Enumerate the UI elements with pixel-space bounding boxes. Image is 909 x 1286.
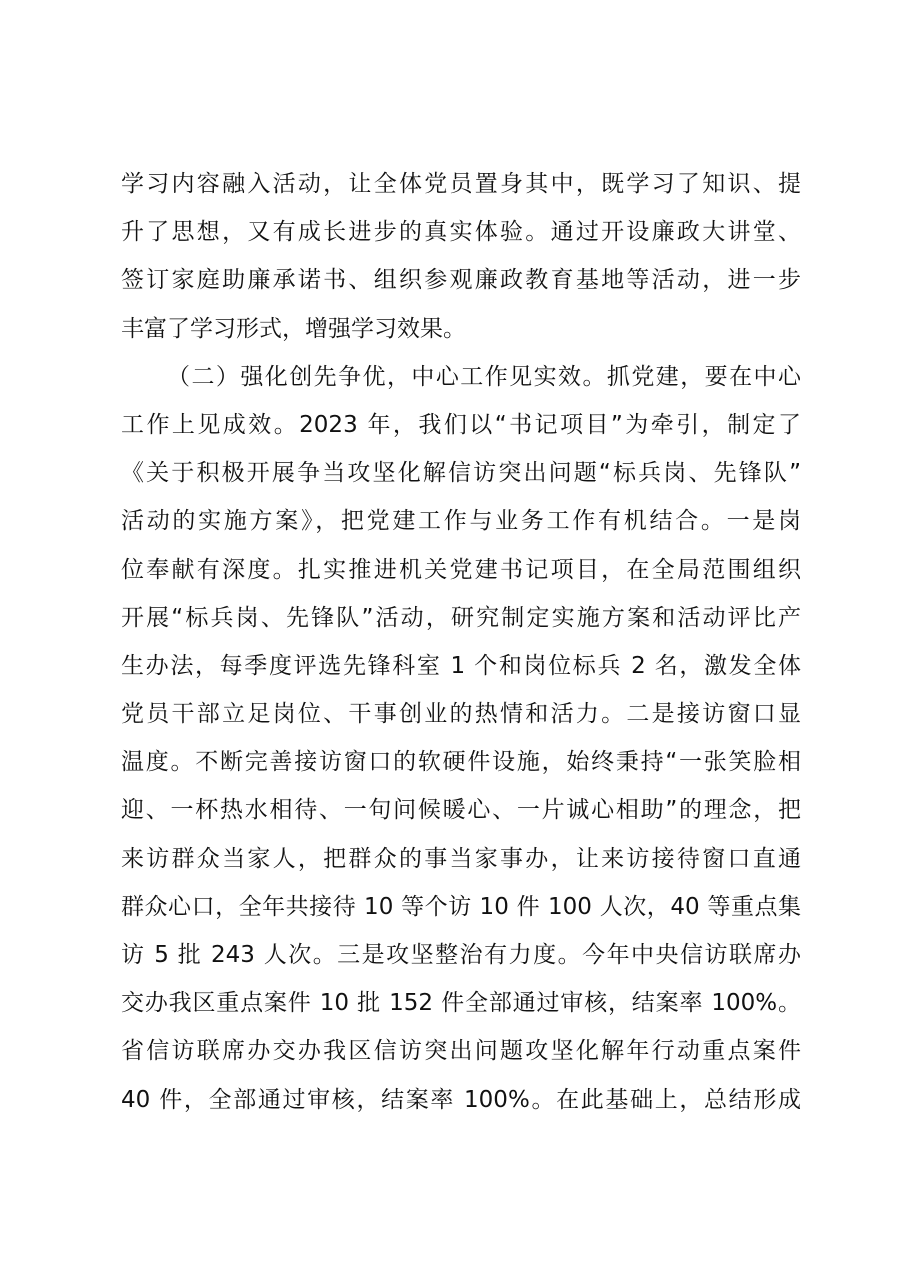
text-line-1: 学习内容融入活动，让全体党员置身其中，既学习了知识、提 bbox=[121, 171, 801, 197]
text-line-7: 《关于积极开展争当攻坚化解信访突出问题“标兵岗、先锋队” bbox=[121, 460, 801, 487]
text-line-13: 温度。不断完善接访窗口的软硬件设施，始终秉持“一张笑脸相 bbox=[121, 749, 801, 776]
text-line-12: 党员干部立足岗位、干事创业的热情和活力。二是接访窗口显 bbox=[121, 701, 801, 728]
text-line-11: 生办法，每季度评选先锋科室 1 个和岗位标兵 2 名，激发全体 bbox=[121, 652, 801, 679]
text-line-15: 来访群众当家人，把群众的事当家事办，让来访接待窗口直通 bbox=[121, 845, 801, 872]
text-line-4: 丰富了学习形式，增强学习效果。 bbox=[121, 315, 466, 342]
text-line-9: 位奉献有深度。扎实推进机关党建书记项目，在全局范围组织 bbox=[121, 556, 801, 583]
text-line-19: 省信访联席办交办我区信访突出问题攻坚化解年行动重点案件 bbox=[121, 1038, 801, 1065]
text-line-3: 签订家庭助廉承诺书、组织参观廉政教育基地等活动，进一步 bbox=[121, 267, 801, 294]
text-line-6: 工作上见成效。2023 年，我们以“书记项目”为牵引，制定了 bbox=[121, 411, 801, 438]
text-line-14: 迎、一杯热水相待、一句问候暖心、一片诚心相助”的理念，把 bbox=[121, 797, 801, 824]
text-line-20: 40 件，全部通过审核，结案率 100%。在此基础上，总结形成 bbox=[121, 1086, 801, 1113]
text-line-17: 访 5 批 243 人次。三是攻坚整治有力度。今年中央信访联席办 bbox=[121, 942, 801, 968]
body-text bbox=[121, 160, 801, 1124]
text-line-16: 群众心口，全年共接待 10 等个访 10 件 100 人次，40 等重点集 bbox=[121, 893, 801, 920]
text-line-10: 开展“标兵岗、先锋队”活动，研究制定实施方案和活动评比产 bbox=[121, 604, 801, 631]
section-heading-line: （二）强化创先争优，中心工作见实效。抓党建，要在中心 bbox=[167, 363, 801, 390]
text-line-2: 升了思想，又有成长进步的真实体验。通过开设廉政大讲堂、 bbox=[121, 219, 801, 246]
text-line-8: 活动的实施方案》，把党建工作与业务工作有机结合。一是岗 bbox=[121, 508, 801, 535]
text-line-18: 交办我区重点案件 10 批 152 件全部通过审核，结案率 100%。 bbox=[121, 990, 801, 1017]
